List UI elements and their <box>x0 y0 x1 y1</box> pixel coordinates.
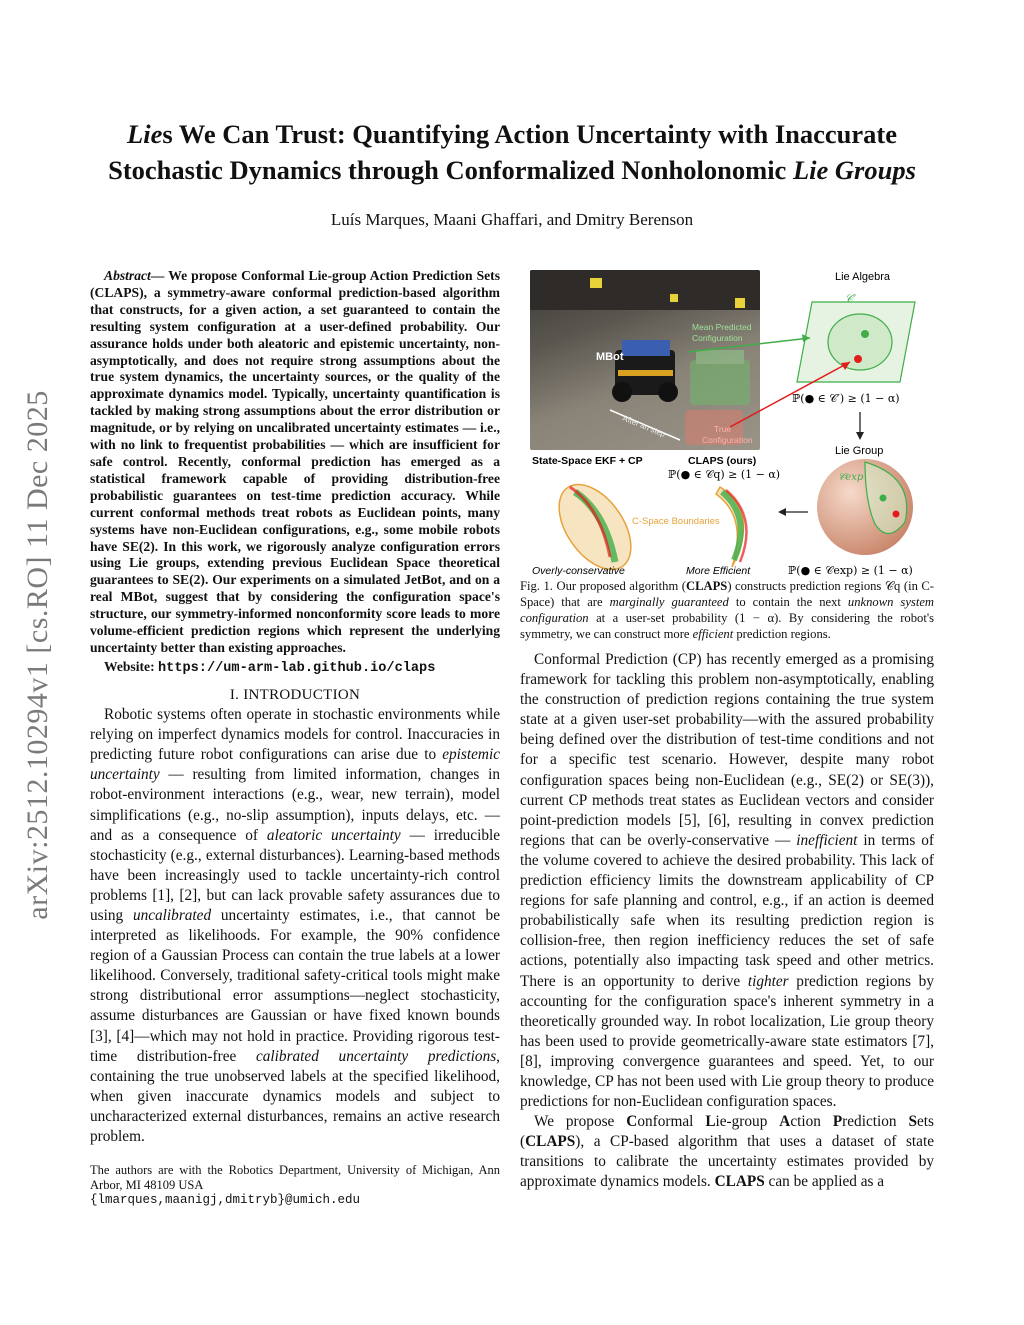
cp-paragraph: Conformal Prediction (CP) has recently emerged as a promising framework for tackling this problem non-asymptotically, enabling the construction of prediction regions containing the true system state at a given user-set probability—with the assured probability being defined over the distribution of test-time conditions and not for a specific test scenario. However, despite many robot configuration spaces being non-Euclidean (e.g., SE(2) or SE(3)), current CP methods treat states as Euclidean vectors and consider point-prediction models [5], [6], resulting in convex prediction regions that can be overly-conservative — inefficient in terms of the volume covered to achieve the desired probability. This lack of prediction efficiency limits the downstream applicability of CP regions for safe planning and control, e.g., if an action is deemed probabilistically safe when its resulting prediction region is collision-free, then region inefficiency reduces the set of safe actions, potentially also impacting task speed and other metrics. There is an opportunity to derive tighter prediction regions by accounting for the configuration space's inherent symmetry in a theoretically grounded way. In robot localization, Lie group theory has been used to provide geometrically-aware state estimators [7], [8], improving convergence guarantees and speed. Yet, to our knowledge, CP has not been used with Lie group theory to produce predictions for non-Euclidean configuration spaces. <box>520 651 934 1111</box>
overly-conservative-region <box>545 472 646 580</box>
after-step-label: After an step <box>621 413 667 439</box>
prob-exp: ℙ(● ∈ 𝒞exp) ≥ (1 − α) <box>788 564 913 577</box>
efficient-region <box>716 487 746 567</box>
author-emails: {lmarques,maanigj,dmitryb}@umich.edu <box>90 1193 361 1208</box>
left-column <box>90 268 500 1208</box>
website-line: Website: https://um-arm-lab.github.io/claps <box>104 658 436 676</box>
intro-paragraph: Robotic systems often operate in stochastic environments while relying on imperfect dynamics models for control. Inaccuracies in predicting future robot configurations can arise due to epistemic uncertainty — resulting from limited information, changes in robot-environment interactions (e.g., wear, new terrain), model simplifications (e.g., no-slip assumption), inputs delays, etc. — and as a consequence of aleatoric uncertainty — irreducible stochasticity (e.g., external disturbances). Learning-based methods have been increasingly used to tackle uncertainty-rich control problems [1], [2], but can lack provable safety assurances due to using uncalibrated uncertainty estimates, i.e., that cannot be interpreted as likelihoods. For example, the 90% confidence region of a Gaussian Process can contain the true labels at a lower likelihood. Conversely, traditional safety-critical tools might make strong distributional error assumptions—neglect stochasticity, assume disturbances are Gaussian or have fixed known bounds [3], [4]—which may not hold in practice. Providing rigorous test-time distribution-free calibrated uncertainty predictions, containing the true unobserved labels at the specified likelihood, when given inaccurate dynamics models and subject to uncharacterized external disturbances, remains an active research problem. <box>90 706 501 1145</box>
arxiv-identifier: arXiv:2512.10294v1 [cs.RO] 11 Dec 2025 <box>21 390 54 920</box>
paper-title: Lies We Can Trust: Quantifying Action Uncertainty with Inaccurate Stochastic Dynamics through Conformalized Nonholonomic Lie Groups <box>108 119 916 185</box>
efficient-label: More Efficient <box>686 565 751 577</box>
prob-algebra: ℙ(● ∈ 𝒞′) ≥ (1 − α) <box>792 392 900 405</box>
figure-1 <box>520 262 934 580</box>
state-space-label: State-Space EKF + CP <box>532 455 643 467</box>
algebra-red-dot <box>854 355 862 363</box>
figure-caption: Fig. 1. Our proposed algorithm (CLAPS) constructs prediction regions 𝒞q (in C-Space) that are marginally guaranteed to contain the next unknown system configuration at a user-set probability (1 − α). By considering the robot's symmetry, we can construct more efficient prediction regions. <box>520 579 935 641</box>
mean-predicted-label: Mean Predicted Configuration <box>692 322 752 343</box>
c-exp-label: 𝒞exp <box>838 472 864 483</box>
prob-q: ℙ(● ∈ 𝒞q) ≥ (1 − α) <box>668 468 781 481</box>
website-link[interactable]: https://um-arm-lab.github.io/claps <box>158 660 436 676</box>
figure-diagram <box>520 262 934 580</box>
true-config-label: True Configuration <box>702 424 753 445</box>
right-column <box>520 650 934 1193</box>
author-list: Luís Marques, Maani Ghaffari, and Dmitry Berenson <box>330 210 694 229</box>
lie-group-label: Lie Group <box>835 445 884 457</box>
green-arrow <box>688 338 810 352</box>
c-prime-label: 𝒞′ <box>845 292 856 305</box>
claps-paragraph: We propose Conformal Lie-group Action Prediction Sets (CLAPS), a CP-based algorithm that uses a dataset of state transitions to calibrate the uncertainty estimates provided by approximate dynamics models. CLAPS can be applied as a <box>520 1113 934 1191</box>
abstract: Abstract— We propose Conformal Lie-group Action Prediction Sets (CLAPS), a symmetry-aware conformal prediction-based algorithm that constructs, for a given action, a set guaranteed to contain the resulting system configuration at a user-defined probability. Our assurance holds under both aleatoric and epistemic uncertainty, non-asymptotically, and does not require strong assumptions about the true system dynamics, the uncertainty sources, or the quality of the approximate dynamics model. Typically, uncertainty quantification is tackled by making strong assumptions about the error distribution or magnitude, or by relying on uncalibrated uncertainty estimates — i.e., with no link to frequentist probabilities — which are insufficient for safe control. Recently, conformal prediction has emerged as a statistical framework capable of providing distribution-free probabilistic guarantees on test-time prediction accuracy. While current conformal methods treat robots as Euclidean points, many systems have non-Euclidean configurations, e.g., some mobile robots have SE(2). In this work, we rigorously analyze configuration errors using Lie groups, extending previous Euclidean Space theoretical guarantees to SE(2). Our experiments on a simulated JetBot, and on a real MBot, suggest that by considering the configuration space's structure, our symmetry-informed nonconformity score leads to more volume-efficient prediction regions which represent the underlying uncertainty better than existing approaches. <box>90 268 500 655</box>
algebra-green-dot <box>861 330 869 338</box>
footnote: The authors are with the Robotics Department, University of Michigan, Ann Arbor, MI 48109 USA {lmarques,maanigj,dmitryb}@umich.edu <box>90 1163 500 1208</box>
section-heading: I. INTRODUCTION <box>229 686 361 703</box>
overly-label: Overly-conservative <box>532 565 625 577</box>
lie-algebra-label: Lie Algebra <box>835 271 891 283</box>
mbot-label: MBot <box>596 351 624 363</box>
claps-label: CLAPS (ours) <box>688 455 757 467</box>
arxiv-sidebar <box>8 330 68 980</box>
cspace-label: C-Space Boundaries <box>632 516 720 527</box>
